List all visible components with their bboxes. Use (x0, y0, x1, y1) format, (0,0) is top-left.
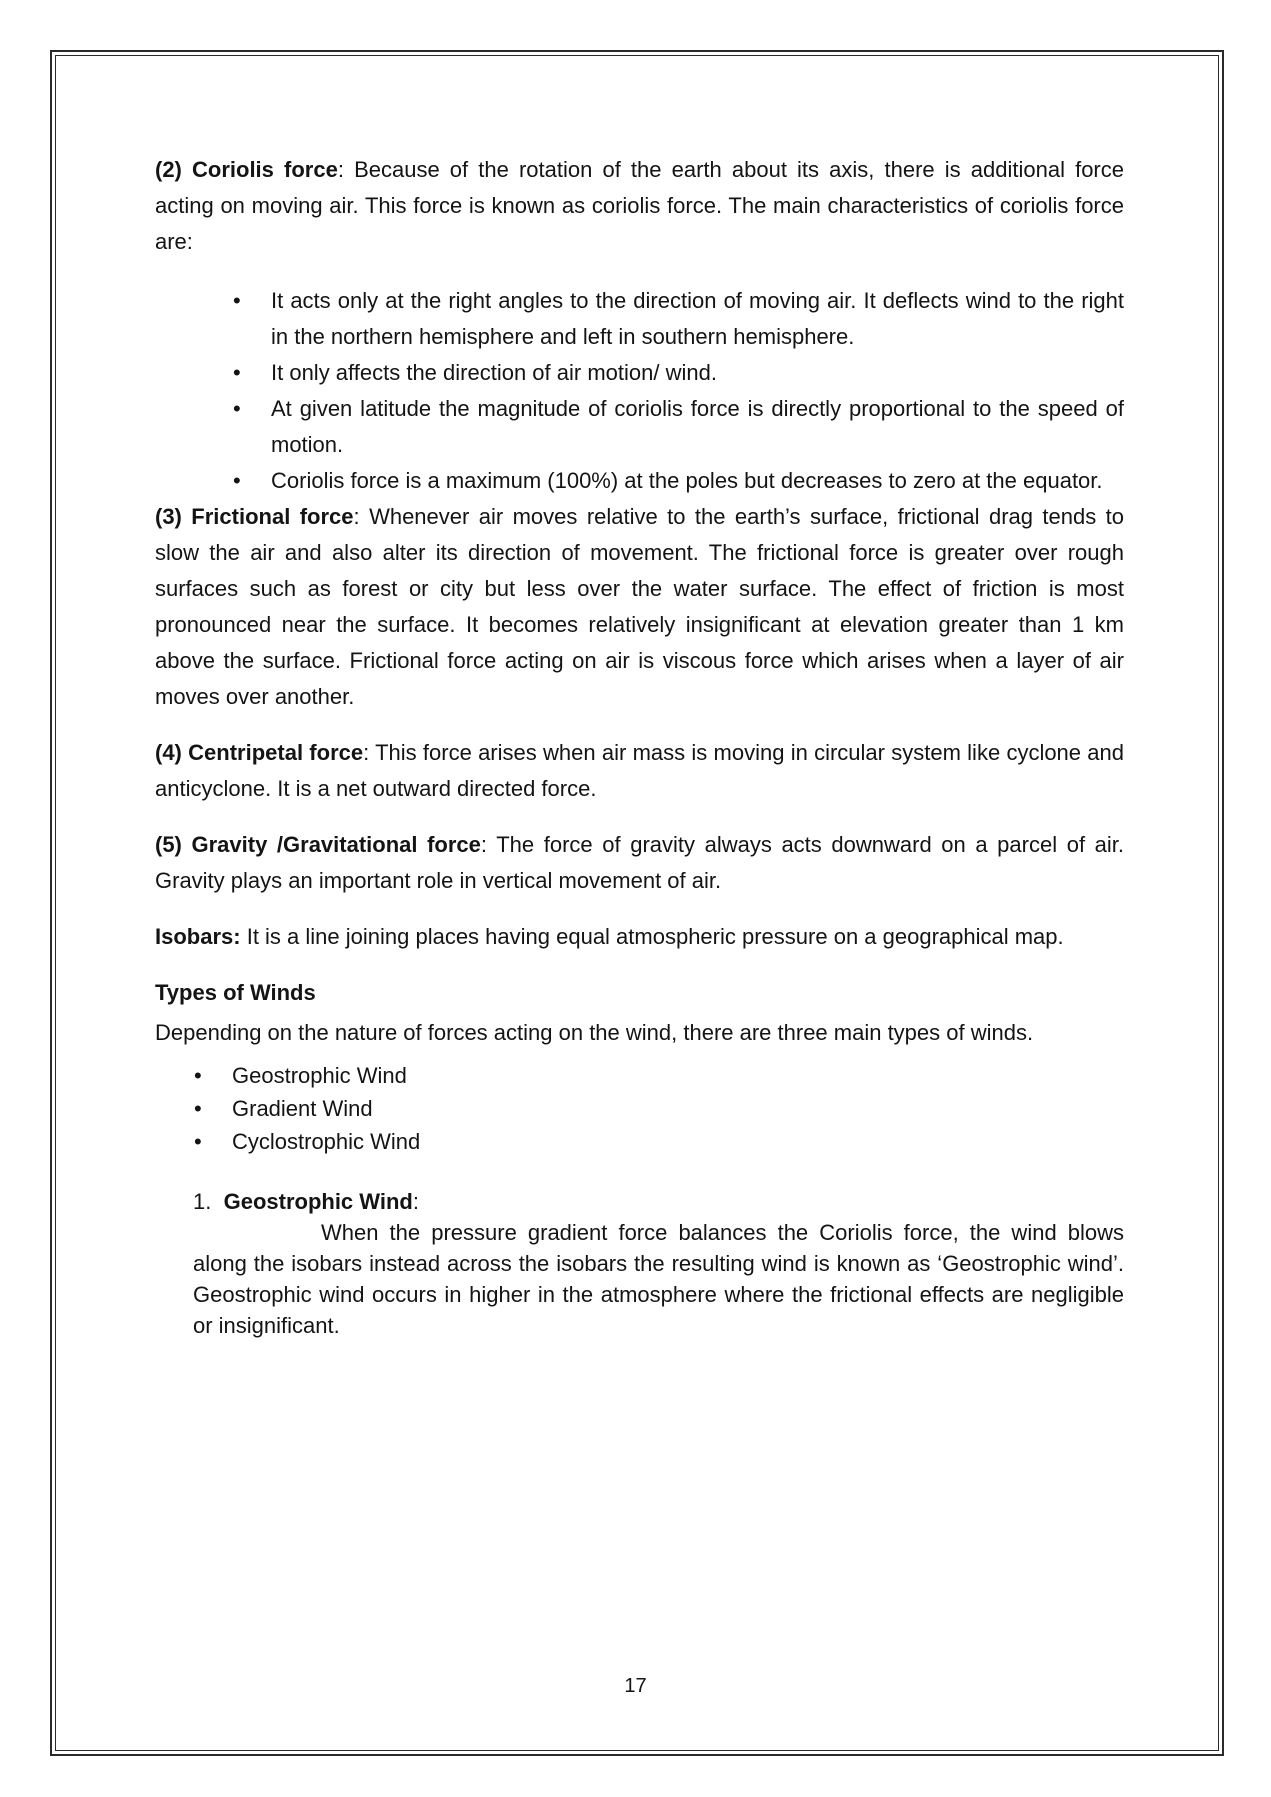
bullet-icon: • (194, 1096, 202, 1121)
bullet-icon: • (194, 1129, 202, 1154)
wind-types-list (155, 1059, 1124, 1158)
list-item: • Coriolis force is a maximum (100%) at the poles but decreases to zero at the equator. (271, 463, 1124, 499)
page-number: 17 (624, 1675, 647, 1697)
centripetal-heading: (4) Centripetal force (155, 740, 364, 765)
list-item: • It acts only at the right angles to the direction of moving air. It deflects wind to the right in the northern hemisphere and left in southern hemisphere. (271, 283, 1124, 355)
list-item: • At given latitude the magnitude of coriolis force is directly proportional to the speed of motion. (271, 391, 1124, 463)
gravity-paragraph: (5) Gravity /Gravitational force: The force of gravity always acts downward on a parcel of air. Gravity plays an important role in vertical movement of air. (155, 832, 1124, 893)
frictional-paragraph: (3) Frictional force: Whenever air moves relative to the earth’s surface, frictional drag tends to slow the air and also alter its direction of movement. The frictional force is greater over rough surfaces such as forest or city but less over the water surface. The effect of friction is most pronounced near the surface. It becomes relatively insignificant at elevation greater than 1 km above the surface. Frictional force acting on air is viscous force which arises when a layer of air moves over another. (155, 504, 1124, 709)
bullet-icon: • (233, 468, 241, 493)
bullet-icon: • (233, 360, 241, 385)
list-item: • Gradient Wind (232, 1092, 1124, 1125)
list-item: • It only affects the direction of air motion/ wind. (271, 355, 1124, 391)
gravity-heading: (5) Gravity /Gravitational force (155, 832, 481, 857)
coriolis-text: Because of the rotation of the earth about its axis, there is additional force acting on moving air. This force is known as coriolis force. The main characteristics of coriolis force are: (155, 157, 1124, 254)
list-item: • Cyclostrophic Wind (232, 1125, 1124, 1158)
types-of-winds-heading: Types of Winds (155, 980, 316, 1005)
isobars-heading: Isobars: (155, 924, 241, 949)
coriolis-heading: (2) Coriolis force (155, 157, 338, 182)
bullet-icon: • (194, 1063, 202, 1088)
geostrophic-section (155, 1186, 1124, 1341)
gravity-text: The force of gravity always acts downward on a parcel of air. Gravity plays an important role in vertical movement of air. (155, 832, 1124, 893)
bullet-icon: • (233, 396, 241, 421)
document-body (155, 152, 1124, 1341)
list-item: • Geostrophic Wind (232, 1059, 1124, 1092)
geostrophic-text: When the pressure gradient force balances the Coriolis force, the wind blows along the isobars instead across the isobars the resulting wind is known as ‘Geostrophic wind’. Geostrophic wind occurs in higher in the atmosphere where the frictional effects are negligible or insignificant. (193, 1220, 1124, 1338)
frictional-heading: (3) Frictional force (155, 504, 354, 529)
isobars-paragraph (155, 919, 1124, 955)
isobars-text: It is a line joining places having equal atmospheric pressure on a geographical map. (240, 924, 1064, 949)
centripetal-paragraph: (4) Centripetal force: This force arises when air mass is moving in circular system like cyclone and anticyclone. It is a net outward directed force. (155, 740, 1124, 801)
types-of-winds-intro: Depending on the nature of forces acting on the wind, there are three main types of winds. (155, 1020, 1034, 1045)
coriolis-characteristics-list (155, 283, 1124, 499)
bullet-icon: • (233, 288, 241, 313)
geostrophic-heading: 1. Geostrophic Wind: (193, 1189, 419, 1214)
frictional-text: Whenever air moves relative to the earth’s surface, frictional drag tends to slow the air and also alter its direction of movement. The frictional force is greater over rough surfaces such as forest or city but less over the water surface. The effect of friction is most pronounced near the surface. It becomes relatively insignificant at elevation greater than 1 km above the surface. Frictional force acting on air is viscous force which arises when a layer of air moves over another. (155, 504, 1124, 709)
coriolis-paragraph: (2) Coriolis force: Because of the rotation of the earth about its axis, there is additional force acting on moving air. This force is known as coriolis force. The main characteristics of coriolis force are: (155, 157, 1124, 254)
centripetal-text: This force arises when air mass is moving in circular system like cyclone and anticyclone. It is a net outward directed force. (155, 740, 1124, 801)
